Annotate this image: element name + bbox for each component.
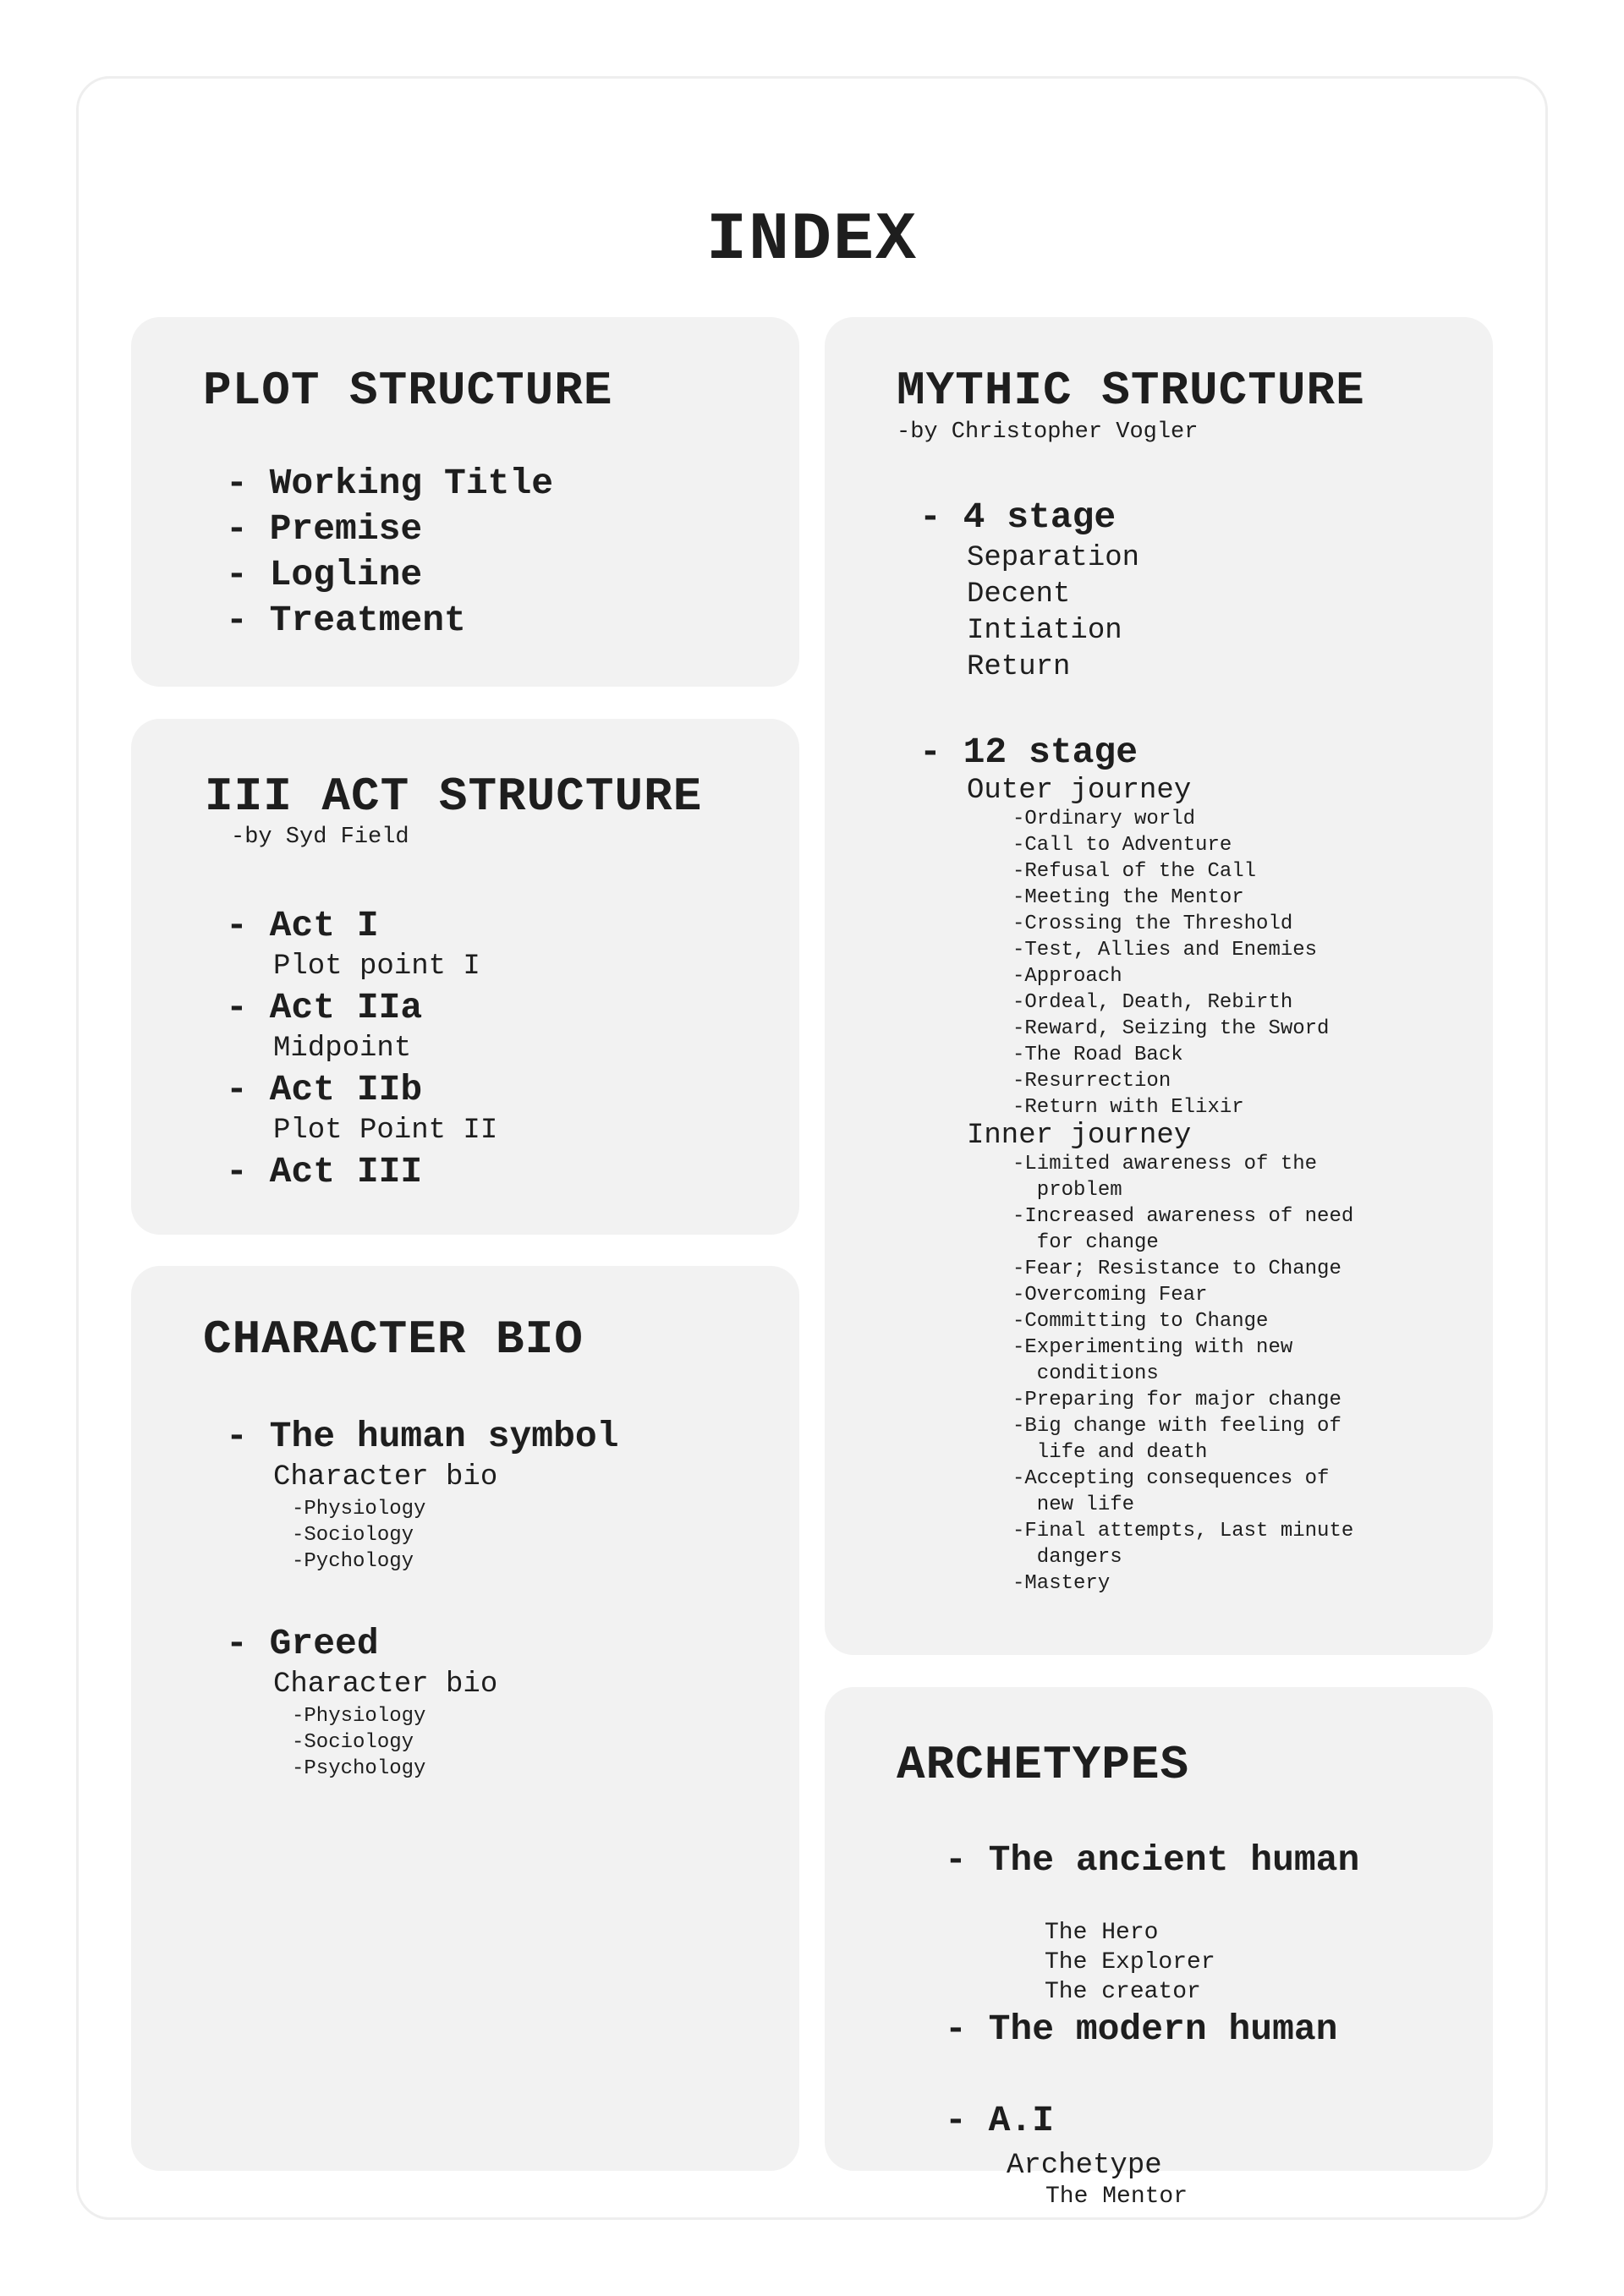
archetype-item: The Mentor	[1045, 2184, 1188, 2210]
character-bio-entry-1	[226, 1414, 618, 1575]
archetype-item: The creator	[1045, 1979, 1201, 2005]
stage-item: Return	[967, 651, 1071, 683]
outer-journey-steps	[919, 806, 1353, 1121]
detail-line: -Psychology	[292, 1757, 426, 1780]
archetype-item: The Hero	[1045, 1920, 1159, 1946]
list-item: - The modern human	[945, 2007, 1337, 2052]
journey-step: -The Road Back	[1012, 1044, 1183, 1066]
list-item: - Premise	[226, 507, 553, 552]
list-item: - 4 stage	[919, 495, 1139, 540]
journey-step: -Committing to Change	[1012, 1310, 1269, 1333]
mythic-structure-title: MYTHIC STRUCTURE	[897, 364, 1365, 418]
inner-journey-label: Inner journey	[967, 1120, 1192, 1152]
act-structure-byline: -by Syd Field	[231, 825, 409, 850]
plot-structure-title: PLOT STRUCTURE	[203, 364, 613, 418]
inner-journey-steps	[919, 1151, 1353, 1597]
outer-journey-label: Outer journey	[967, 775, 1192, 807]
journey-step: -Mastery	[1012, 1572, 1111, 1595]
mythic-structure-byline: -by Christopher Vogler	[897, 419, 1199, 445]
list-item-detail: Midpoint	[273, 1033, 412, 1065]
journey-step: -Crossing the Threshold	[1012, 912, 1293, 935]
list-item-detail: Character bio	[273, 1669, 498, 1701]
list-item-detail: Plot point I	[273, 951, 480, 983]
detail-line: -Pychology	[292, 1550, 414, 1573]
journey-step: -Final attempts, Last minute dangers	[1012, 1520, 1354, 1569]
list-item: - The ancient human	[945, 1838, 1359, 1883]
list-item: - Act I	[226, 903, 497, 949]
journey-step: -Refusal of the Call	[1012, 860, 1257, 883]
stage-item: Separation	[967, 542, 1140, 574]
twelve-stage-section	[919, 730, 1353, 1597]
character-bio-entry-2	[226, 1621, 497, 1782]
journey-step: -Ordinary world	[1012, 808, 1196, 830]
detail-line: -Physiology	[292, 1498, 426, 1521]
list-item: - Logline	[226, 552, 553, 598]
journey-step: -Resurrection	[1012, 1070, 1171, 1093]
journey-step: -Overcoming Fear	[1012, 1284, 1208, 1307]
detail-line: -Sociology	[292, 1731, 414, 1754]
act-structure-title: III ACT STRUCTURE	[205, 770, 703, 824]
list-item-detail: Plot Point II	[273, 1115, 498, 1147]
archetype-item: The Explorer	[1045, 1949, 1215, 1975]
journey-step: -Accepting consequences of new life	[1012, 1467, 1330, 1516]
stage-item: Decent	[967, 578, 1071, 611]
character-bio-title: CHARACTER BIO	[203, 1312, 584, 1367]
plot-structure-card	[131, 317, 799, 687]
journey-step: -Call to Adventure	[1012, 834, 1232, 857]
act-structure-card	[131, 719, 799, 1235]
list-item: - 12 stage	[919, 730, 1353, 775]
list-item-detail: Character bio	[273, 1461, 498, 1493]
journey-step: -Approach	[1012, 965, 1122, 988]
archetypes-card	[825, 1687, 1493, 2171]
journey-step: -Reward, Seizing the Sword	[1012, 1017, 1330, 1040]
list-item: - Act IIa	[226, 985, 497, 1031]
journey-step: -Ordeal, Death, Rebirth	[1012, 991, 1293, 1014]
journey-step: -Fear; Resistance to Change	[1012, 1258, 1341, 1280]
journey-step: -Meeting the Mentor	[1012, 886, 1244, 909]
list-item: - Working Title	[226, 461, 553, 507]
plot-structure-list	[226, 461, 553, 644]
journey-step: -Return with Elixir	[1012, 1096, 1244, 1119]
journey-step: -Test, Allies and Enemies	[1012, 939, 1318, 962]
archetypes-title: ARCHETYPES	[897, 1738, 1190, 1792]
list-item: - Act IIb	[226, 1067, 497, 1113]
journey-step: -Limited awareness of the problem	[1012, 1153, 1318, 1202]
list-item: - Greed	[226, 1621, 497, 1667]
list-item: - The human symbol	[226, 1414, 618, 1460]
ancient-archetype-list	[1045, 1918, 1215, 2007]
act-structure-list	[226, 903, 497, 1195]
detail-line: -Physiology	[292, 1705, 426, 1728]
list-item: - A.I	[945, 2098, 1054, 2144]
mythic-structure-card	[825, 317, 1493, 1655]
list-item: - Act III	[226, 1149, 497, 1195]
page-title: INDEX	[705, 202, 919, 279]
character-bio-card	[131, 1266, 799, 2171]
ai-archetype-label: Archetype	[1007, 2150, 1162, 2182]
journey-step: -Big change with feeling of life and death	[1012, 1415, 1341, 1464]
stage-item: Intiation	[967, 615, 1122, 647]
journey-step: -Experimenting with new conditions	[1012, 1336, 1293, 1385]
list-item: - Treatment	[226, 598, 553, 644]
journey-step: -Increased awareness of need for change	[1012, 1205, 1354, 1254]
detail-line: -Sociology	[292, 1524, 414, 1547]
four-stage-section	[919, 495, 1139, 686]
journey-step: -Preparing for major change	[1012, 1389, 1341, 1411]
